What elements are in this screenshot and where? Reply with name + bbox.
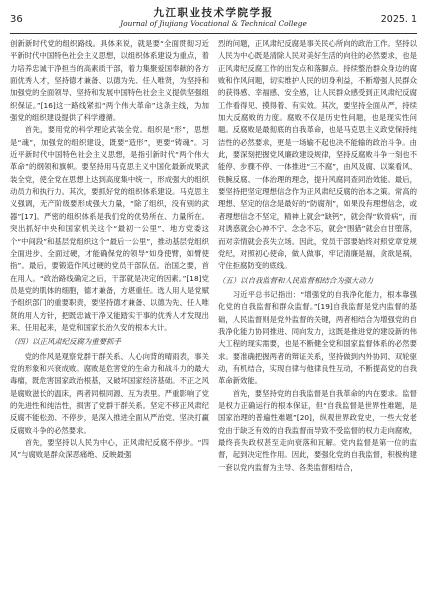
issue-number: 2025. 1 — [380, 14, 417, 25]
journal-title-en: Journal of Jiujiang Vocational & Technical College — [120, 19, 307, 28]
paragraph: 习近平总书记指出：“增强党的自我净化能力，根本靠强化党的自我监督和群众监督。”[19]自我监督是党内监督的基础，人民监督则是党外监督的关键，两者相结合为增强党的自我净化能力协同推进、同向发力，这既是推进党的建设新的伟大工程的现实需要，也是不断健全党和国家监督体系的必然要求。要准确把握两者的辩证关系，坚持做到内外协同、双轮驱动，有机结合，实现自律与他律良性互动，不断提高党的自我革命新效能。 — [218, 289, 417, 386]
journal-title-cn: 九江职业技术学院学报 — [153, 7, 274, 19]
section-heading: （四）以正风肃纪反腐为重要抓手 — [10, 337, 121, 347]
paragraph: 首先，要坚持党的自我监督是自我革命的内在要求。监督是权力正确运行的根本保证，但“自我监督是世界性难题，是国家治理的普遍性难题”[20]，纵观世界政党史，一些大党老党由于缺乏有效的自我监督而导致不受监督的权力走向腐败，最终丧失政权甚至走向衰落和瓦解。党内监督是第一位的监督，起到决定性作用。因此，要强化党的自我监督，积极构建一套以党内监督为主导、各类监督相结合， — [218, 388, 417, 472]
paragraph: 首先，要用党的科学理论武装全党。组织是“形”，思想是“魂”，加强党的组织建设，既要“造形”，更要“铸魂”。习近平新时代中国特色社会主义思想，是指引新时代“两个伟大革命”的纲领和旗帜。要坚持用马克思主义中国化最新成果武装全党，使全党在思想上达到高度集中统一，形成强大的组织动员力和执行力。其次，要抓好党的组织体系建设。马克思主义强调，无产阶级要形成强大力量，“除了组织，没有别的武器”[17]。严密的组织体系是我们党的优势所在、力量所在。突出抓好中央和国家机关这个“最初一公里”、地方党委这个“中间段”和基层党组织这个“最后一公里”，推动基层党组织全面进步、全面过硬，才能确保党的领导“如身使臂，如臂使指”。最后，要锻造作风过硬的党员干部队伍。治国之要，首在用人。“政治路线确定之后，干部就是决定的因素。”[18]党员是党的肌体的细胞，德才兼备，方堪重任。选人用人是党赋予组织部门的重要职责，要坚持德才兼备、以德为先、任人唯贤的用人方针，把既忠诚干净又能踏实干事的优秀人才发现出来、任用起来，是党和国家长治久安的根本大计。 — [10, 125, 209, 332]
header-rule — [10, 33, 417, 34]
paragraph: 创新新时代党的组织路线。具体来说，就是要“全面贯彻习近平新时代中国特色社会主义思想，以组织体系建设为重点，着力培养忠诚干净担当的高素质干部，着力集聚爱国奉献的各方面优秀人才，坚持德才兼备、以德为先、任人唯贤，为坚持和加强党的全面领导、坚持和发展中国特色社会主义提供坚强组织保证。”[16]这一路线紧扣“两个伟大革命”这条主线，为加强党的组织建设提供了科学遵循。 — [10, 39, 209, 123]
page-number: 36 — [10, 14, 23, 25]
running-header — [0, 0, 427, 34]
section-heading: （五）以自我监督和人民监督相结合为强大动力 — [218, 275, 374, 285]
paragraph: 党的作风是观察党群干群关系、人心向背的晴雨表，事关党的形象和兴衰成败。腐败是危害党的生命力和战斗力的最大毒瘤，既危害国家政治根基，又破坏国家经济基础。不正之风是腐败滋长的温床，两者同根同源、互为表里。严重影响了党的先进性和纯洁性，损害了党群干群关系。坚定不移正风肃纪反腐不能松劲、不停步，是深入推进全面从严治党、坚决打赢反腐败斗争的必然要求。 — [10, 351, 209, 435]
paragraph: 首先，要坚持以人民为中心，正风肃纪反腐不停步。“四风”与腐败是群众深恶痛绝、反映最强 — [10, 438, 209, 460]
left-column — [10, 38, 209, 612]
paragraph: 烈的问题，正风肃纪反腐是事关民心所向的政治工作。坚持以人民为中心既是清除人民对美好生活的向往的必然要求，也是正风肃纪反腐工作的出发点和落脚点。持续整治群众身边的腐败和作风问题，切实维护人民的切身利益，不断增强人民群众的获得感、幸福感、安全感，让人民群众感受到正风肃纪反腐工作看得见、摸得着、有实效。其次，要坚持全面从严，持续加大反腐败的力度。腐败不仅是历史性问题，也是现实性问题。反腐败是最彻底的自我革命，也是马克思主义政党保持纯洁性的必然要求，更是一场输不起也决不能输的政治斗争。由此，要深刻把握党风廉政建设规律，坚持反腐败斗争一刻也不能停、步骤不停、一体推进“三不腐”，由风及腐、以案看风、铁腕反腐、一体治理的理念，提升风腐同查同治效能。最后，要坚持把坚定理想信念作为正风肃纪反腐的治本之策。常高的理想、坚定的信念是最好的“防腐剂”，如果没有理想信念，或者理想信念不坚定，精神上就会“缺钙”，就会得“软骨病”，而对诱惑就会心神不宁、念念不忘，就会“围猎”就会自甘堕落，而对亲情就会丧失立场。因此，党员干部要始终对照党章党规党纪，对照初心使命，做人做事，牢记清廉是福，贪欲是祸，守住拒腐防变的底线。 — [218, 39, 417, 271]
right-column — [218, 38, 417, 612]
